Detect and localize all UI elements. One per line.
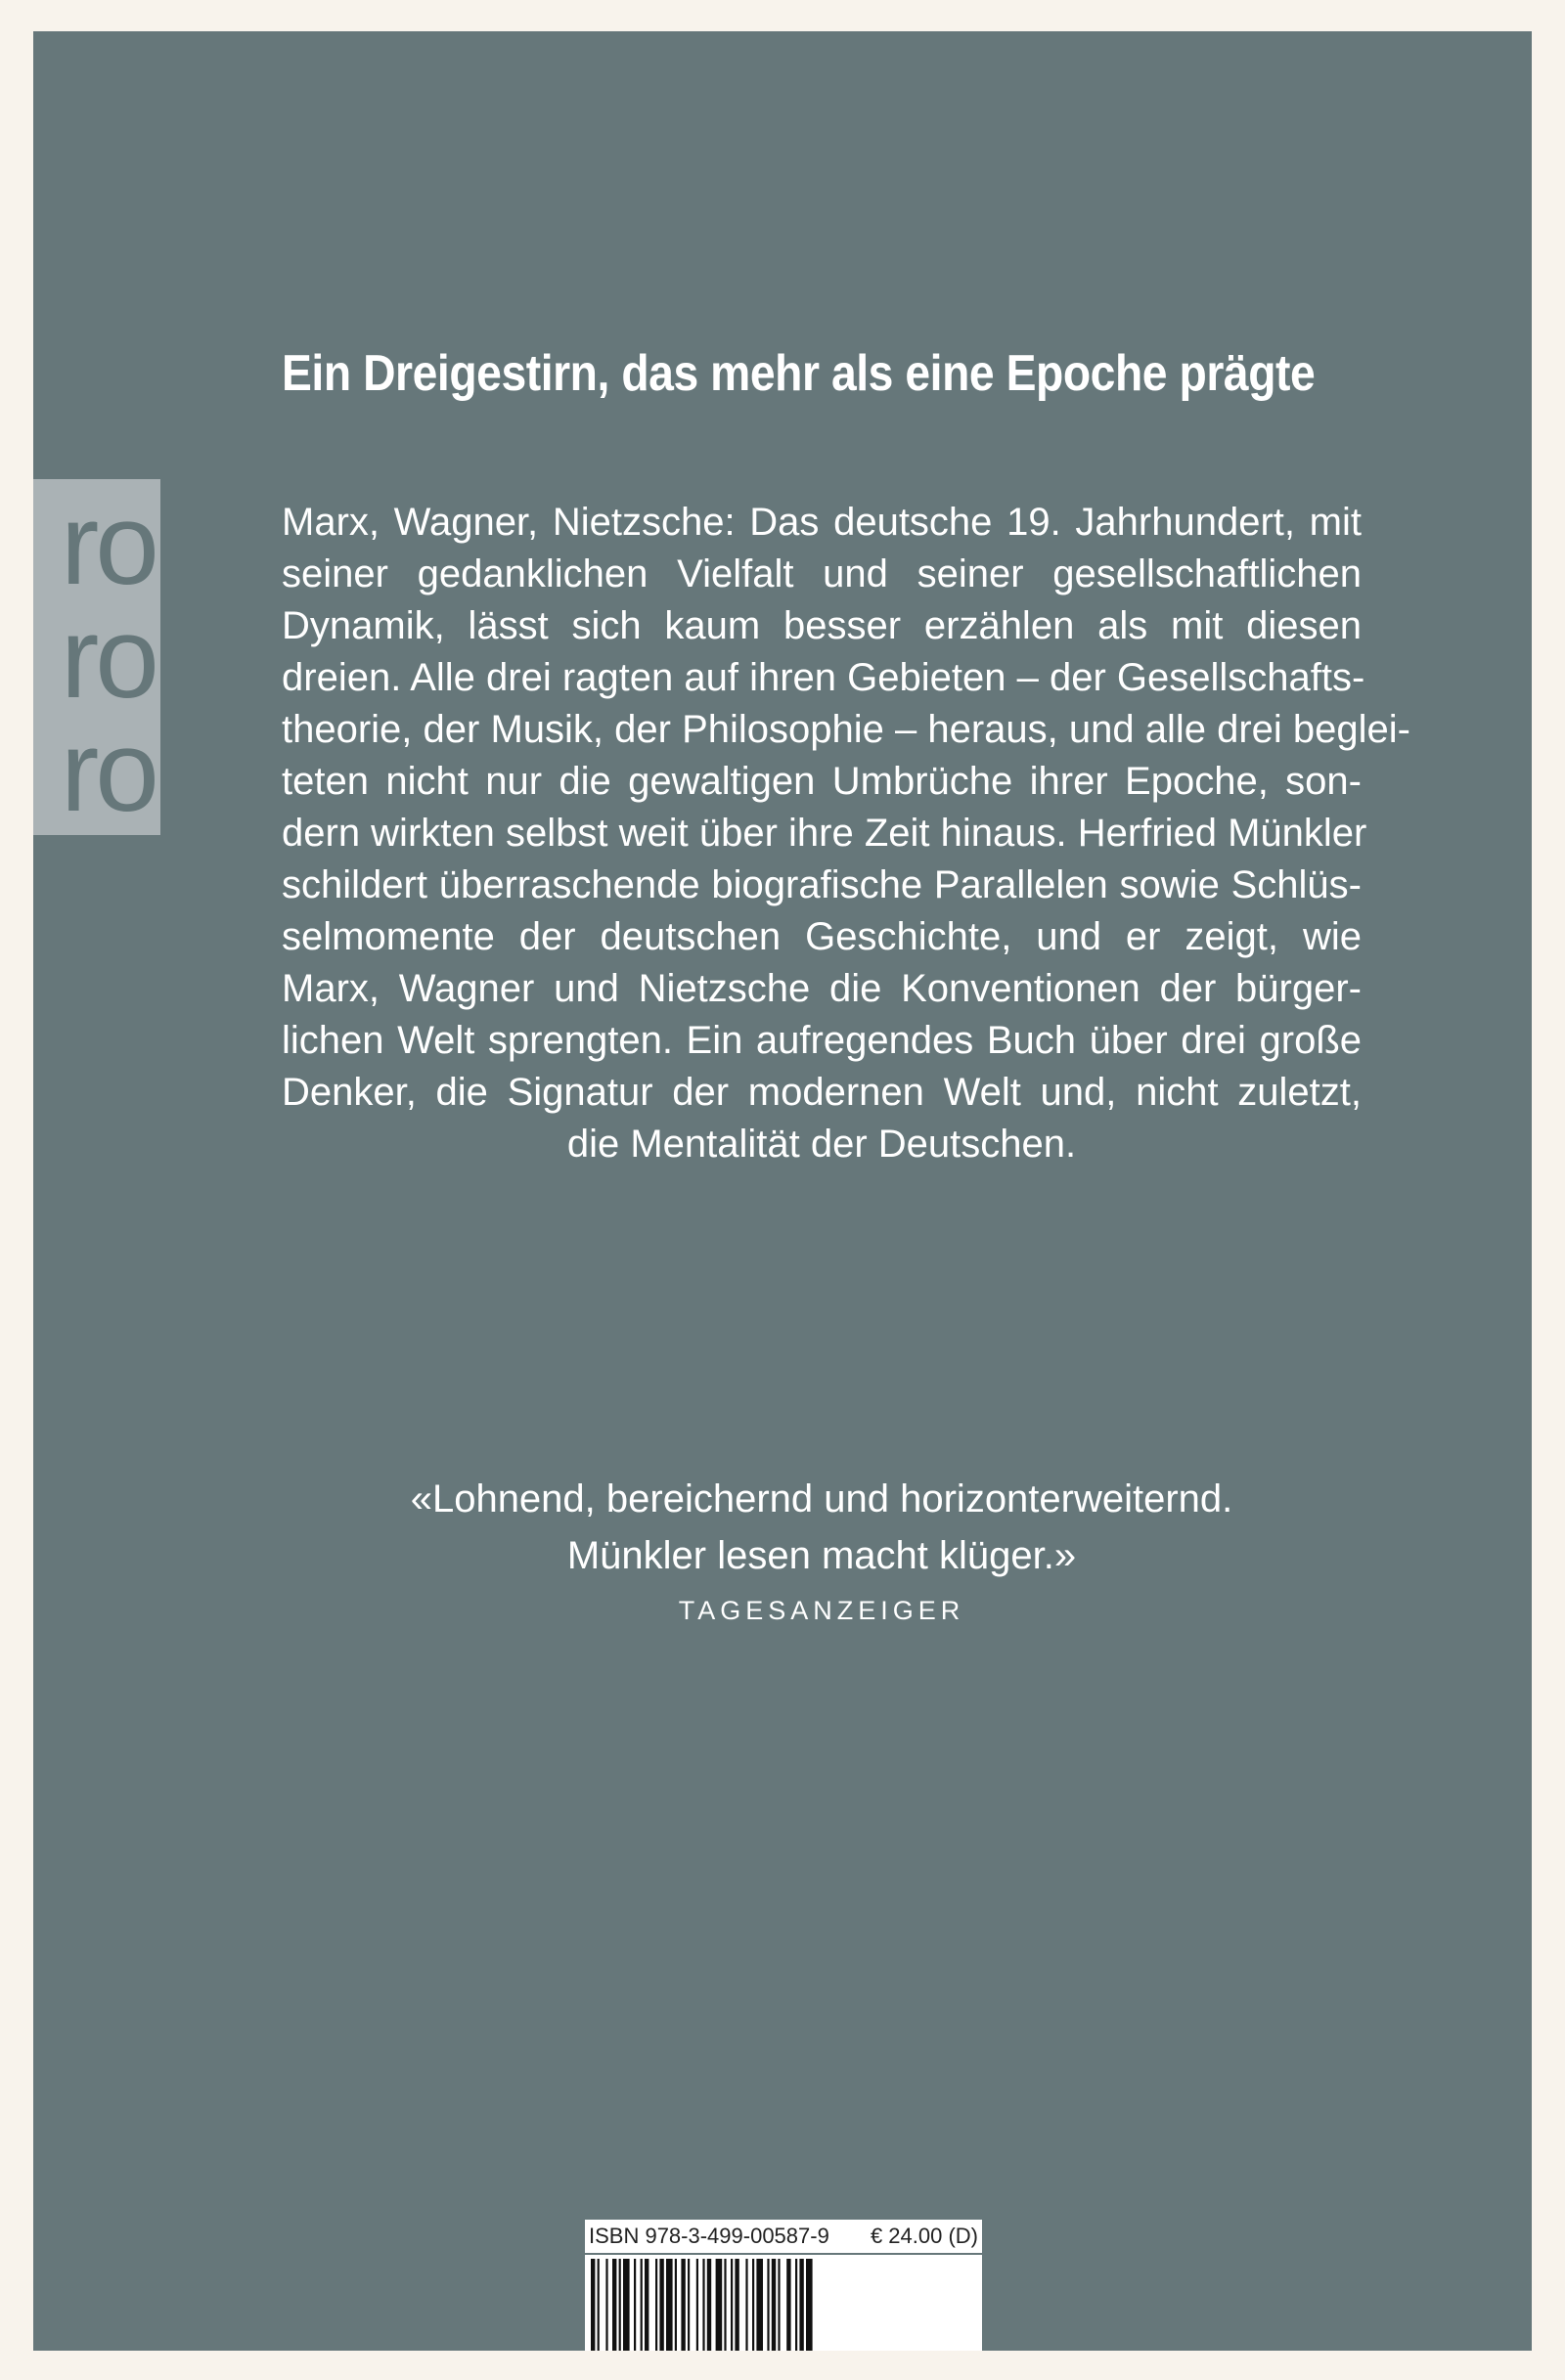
barcode-bar xyxy=(675,2259,677,2351)
barcode-bar xyxy=(735,2259,738,2351)
barcode-bar xyxy=(696,2259,698,2351)
isbn-price-row xyxy=(585,2220,982,2253)
barcode-bar xyxy=(745,2259,747,2351)
barcode-bar xyxy=(752,2259,754,2351)
barcode-bar xyxy=(786,2259,790,2351)
logo-line: ro xyxy=(61,480,156,609)
blurb-line: dern wirkten selbst weit über ihre Zeit hinaus. Herfried Münkler xyxy=(282,812,1367,855)
blurb-line: Marx, Wagner und Nietzsche die Konventionen der bürger- xyxy=(282,967,1362,1010)
logo-line: ro xyxy=(61,594,156,723)
price-label: € 24.00 (D) xyxy=(870,2224,978,2248)
rororo-logo xyxy=(33,479,160,835)
barcode-bar xyxy=(778,2259,780,2351)
barcode xyxy=(585,2255,982,2351)
barcode-bar xyxy=(767,2259,769,2351)
barcode-bar xyxy=(641,2259,643,2351)
blurb-line: Marx, Wagner, Nietzsche: Das deutsche 19. Jahrhundert, mit xyxy=(282,501,1362,544)
blurb-line: selmomente der deutschen Geschichte, und er zeigt, wie xyxy=(282,915,1362,958)
blurb-line: Denker, die Signatur der modernen Welt und, nicht zuletzt, xyxy=(282,1071,1362,1114)
barcode-bar xyxy=(716,2259,723,2351)
barcode-bar xyxy=(731,2259,733,2351)
barcode-bar xyxy=(795,2259,797,2351)
blurb-line: teten nicht nur die gewaltigen Umbrüche ihrer Epoche, son- xyxy=(282,760,1362,803)
barcode-bar xyxy=(591,2259,595,2351)
barcode-bar xyxy=(598,2259,600,2351)
headline: Ein Dreigestirn, das mehr als eine Epoche prägte xyxy=(282,345,1316,402)
barcode-bar xyxy=(605,2259,607,2351)
barcode-bar xyxy=(666,2259,673,2351)
quote-line: «Lohnend, bereichernd und horizonterweiternd. xyxy=(410,1477,1233,1521)
barcode-bar xyxy=(724,2259,726,2351)
barcode-bar xyxy=(612,2259,616,2351)
blurb-line: seiner gedanklichen Vielfalt und seiner gesellschaftlichen xyxy=(282,552,1362,595)
quote-line: Münkler lesen macht klüger.» xyxy=(566,1534,1077,1577)
blurb-line: lichen Welt sprengten. Ein aufregendes Buch über drei große xyxy=(282,1019,1362,1062)
logo-line: ro xyxy=(61,707,156,835)
blurb-line: schildert überraschende biografische Parallelen sowie Schlüs- xyxy=(282,863,1362,906)
barcode-bar xyxy=(799,2259,803,2351)
blurb-line: dreien. Alle drei ragten auf ihren Gebieten – der Gesellschafts- xyxy=(282,656,1365,699)
barcode-bar xyxy=(634,2259,636,2351)
cover-panel xyxy=(33,31,1532,2351)
blurb-line: Dynamik, lässt sich kaum besser erzählen als mit diesen xyxy=(282,604,1362,647)
barcode-bar xyxy=(707,2259,711,2351)
barcode-bar xyxy=(623,2259,630,2351)
barcode-bar xyxy=(681,2259,685,2351)
barcode-bar xyxy=(645,2259,648,2351)
barcode-bar xyxy=(619,2259,621,2351)
quote-source: TAGESANZEIGER xyxy=(678,1596,965,1625)
barcode-bar xyxy=(688,2259,690,2351)
isbn-number: ISBN 978-3-499-00587-9 xyxy=(589,2224,829,2248)
blurb-text xyxy=(282,497,1411,1170)
barcode-graphic xyxy=(585,2255,982,2351)
barcode-bar xyxy=(659,2259,663,2351)
press-quote xyxy=(282,1471,1362,1626)
barcode-bar xyxy=(806,2259,813,2351)
barcode-bar xyxy=(655,2259,657,2351)
barcode-bar xyxy=(702,2259,704,2351)
blurb-line: die Mentalität der Deutschen. xyxy=(566,1123,1077,1166)
barcode-bar xyxy=(772,2259,776,2351)
blurb-line: theorie, der Musik, der Philosophie – heraus, und alle drei beglei- xyxy=(282,708,1411,751)
headline-block xyxy=(282,342,1362,406)
barcode-bar xyxy=(756,2259,763,2351)
